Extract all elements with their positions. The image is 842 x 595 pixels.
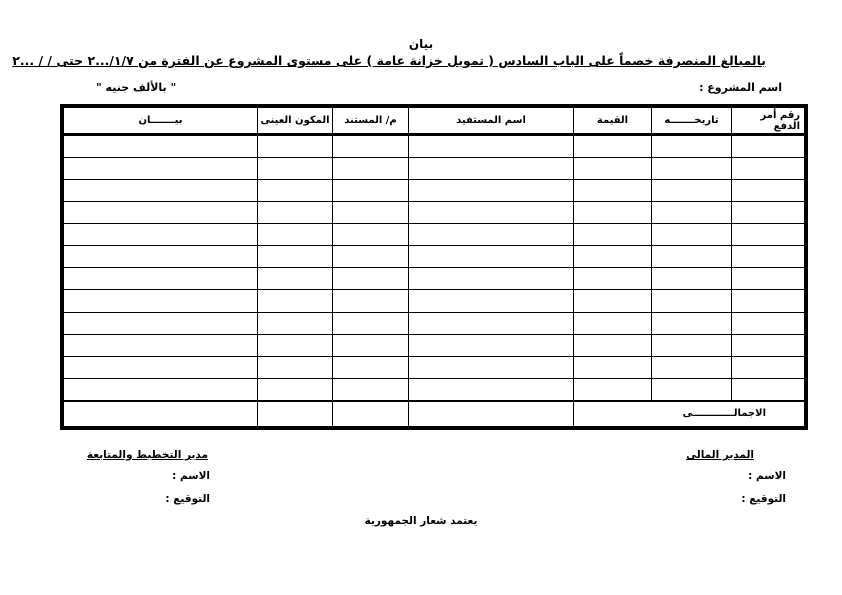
column-header: تاريخـــــــه bbox=[652, 108, 732, 135]
total-cell bbox=[258, 401, 333, 427]
column-header: القيمة bbox=[574, 108, 652, 135]
table-cell bbox=[574, 312, 652, 334]
table-cell bbox=[64, 356, 258, 378]
table-row bbox=[64, 268, 805, 290]
table-cell bbox=[652, 268, 732, 290]
total-cell bbox=[333, 401, 409, 427]
table-cell bbox=[333, 290, 409, 312]
table-cell bbox=[64, 224, 258, 246]
table-cell bbox=[409, 334, 574, 356]
table-cell bbox=[652, 246, 732, 268]
table-cell bbox=[574, 135, 652, 158]
table-row bbox=[64, 378, 805, 401]
table-cell bbox=[258, 378, 333, 401]
table-cell bbox=[652, 312, 732, 334]
total-cell bbox=[409, 401, 574, 427]
table-cell bbox=[64, 378, 258, 401]
table-cell bbox=[409, 312, 574, 334]
table-cell bbox=[64, 246, 258, 268]
project-name-label: اسم المشروع : bbox=[699, 81, 782, 94]
table-cell bbox=[732, 135, 805, 158]
table-cell bbox=[64, 135, 258, 158]
table-cell bbox=[64, 290, 258, 312]
table-row bbox=[64, 135, 805, 158]
table-cell bbox=[333, 312, 409, 334]
table-cell bbox=[258, 246, 333, 268]
table-cell bbox=[333, 135, 409, 158]
table-row bbox=[64, 312, 805, 334]
planning-manager-title: مدير التخطيط والمتابعة bbox=[86, 449, 208, 461]
table-row bbox=[64, 246, 805, 268]
table-cell bbox=[409, 290, 574, 312]
table-cell bbox=[732, 224, 805, 246]
table-cell bbox=[64, 334, 258, 356]
table-cell bbox=[732, 290, 805, 312]
table-cell bbox=[258, 202, 333, 224]
table-row bbox=[64, 224, 805, 246]
table-cell bbox=[574, 180, 652, 202]
table-cell bbox=[732, 378, 805, 401]
table-cell bbox=[409, 356, 574, 378]
table-row bbox=[64, 180, 805, 202]
table-cell bbox=[732, 312, 805, 334]
republic-emblem-note: يعتمد شعار الجمهورية bbox=[364, 515, 478, 527]
table-row bbox=[64, 356, 805, 378]
table-cell bbox=[258, 356, 333, 378]
document-title: بيان bbox=[408, 37, 434, 51]
table-cell bbox=[333, 268, 409, 290]
total-label: الاجمالــــــــــــى bbox=[574, 401, 805, 427]
table-cell bbox=[652, 135, 732, 158]
table-cell bbox=[574, 334, 652, 356]
table-cell bbox=[652, 356, 732, 378]
table-cell bbox=[409, 202, 574, 224]
table-cell bbox=[409, 158, 574, 180]
planning-manager-name-label: الاسم : bbox=[172, 470, 210, 482]
table-cell bbox=[64, 158, 258, 180]
table-cell bbox=[652, 334, 732, 356]
financial-manager-name-label: الاسم : bbox=[748, 470, 786, 482]
table-cell bbox=[652, 202, 732, 224]
table-row bbox=[64, 290, 805, 312]
table-cell bbox=[258, 224, 333, 246]
payments-table bbox=[60, 104, 808, 430]
table-cell bbox=[652, 224, 732, 246]
table-cell bbox=[732, 180, 805, 202]
financial-manager-title: المدير المالى bbox=[686, 449, 754, 461]
table-cell bbox=[64, 268, 258, 290]
table-cell bbox=[258, 334, 333, 356]
table-cell bbox=[652, 378, 732, 401]
table-cell bbox=[409, 224, 574, 246]
table-row bbox=[64, 202, 805, 224]
column-header: اسم المستفيد bbox=[409, 108, 574, 135]
table-cell bbox=[652, 290, 732, 312]
table-cell bbox=[258, 312, 333, 334]
column-header: م/ المستند bbox=[333, 108, 409, 135]
column-header: المكون العينى bbox=[258, 108, 333, 135]
table-cell bbox=[409, 135, 574, 158]
table-cell bbox=[333, 180, 409, 202]
table-cell bbox=[574, 246, 652, 268]
table-cell bbox=[409, 268, 574, 290]
table-cell bbox=[574, 356, 652, 378]
table-cell bbox=[64, 202, 258, 224]
table-cell bbox=[574, 378, 652, 401]
table-cell bbox=[732, 268, 805, 290]
table-cell bbox=[574, 202, 652, 224]
table-cell bbox=[258, 180, 333, 202]
table-cell bbox=[64, 180, 258, 202]
table-cell bbox=[409, 378, 574, 401]
total-row bbox=[64, 401, 805, 427]
table-cell bbox=[732, 246, 805, 268]
document-subtitle: بالمبالغ المنصرفة خصماً على الباب السادس ( تمويل خزانة عامة ) على مستوى المشروع عن الفترة من ١/٧/...٢ حتى / / ...٢ bbox=[12, 53, 766, 68]
column-header: بيـــــــان bbox=[64, 108, 258, 135]
table-cell bbox=[333, 224, 409, 246]
table-cell bbox=[333, 334, 409, 356]
table-cell bbox=[333, 158, 409, 180]
column-header: رقم أمر الدفع bbox=[732, 108, 805, 135]
table-cell bbox=[574, 224, 652, 246]
table-cell bbox=[732, 158, 805, 180]
table-cell bbox=[409, 180, 574, 202]
table-cell bbox=[732, 202, 805, 224]
table-cell bbox=[258, 290, 333, 312]
planning-manager-signature-label: التوقيع : bbox=[165, 493, 210, 505]
table-cell bbox=[64, 312, 258, 334]
table-cell bbox=[258, 135, 333, 158]
table-cell bbox=[333, 246, 409, 268]
table-cell bbox=[732, 334, 805, 356]
table-cell bbox=[574, 268, 652, 290]
table-cell bbox=[732, 356, 805, 378]
table-cell bbox=[333, 202, 409, 224]
table-cell bbox=[652, 180, 732, 202]
financial-manager-signature-label: التوقيع : bbox=[741, 493, 786, 505]
total-cell bbox=[64, 401, 258, 427]
table-cell bbox=[652, 158, 732, 180]
table-cell bbox=[409, 246, 574, 268]
table-cell bbox=[258, 158, 333, 180]
table-row bbox=[64, 334, 805, 356]
table-cell bbox=[333, 356, 409, 378]
table-row bbox=[64, 158, 805, 180]
table-cell bbox=[574, 158, 652, 180]
table-cell bbox=[333, 378, 409, 401]
table-cell bbox=[258, 268, 333, 290]
table-cell bbox=[574, 290, 652, 312]
unit-label: " بالألف جنيه " bbox=[96, 81, 177, 94]
